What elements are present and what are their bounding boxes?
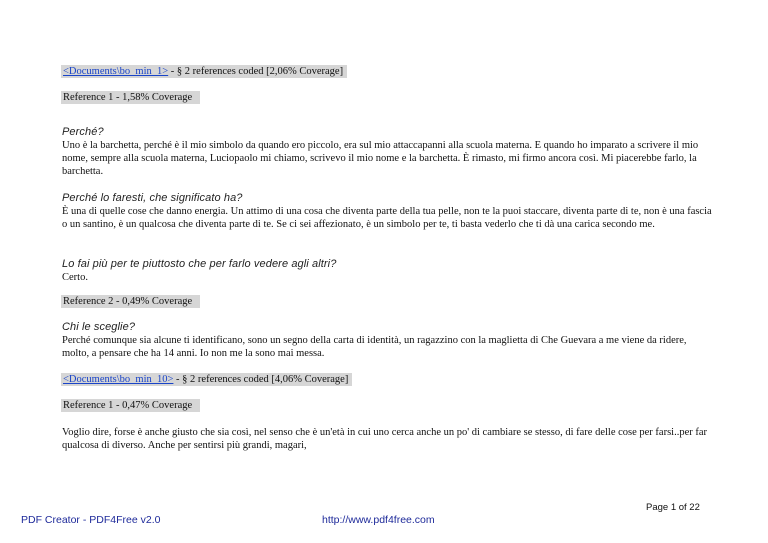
reference-label: Reference 1 - 1,58% Coverage bbox=[61, 91, 200, 104]
interview-question: Perché lo faresti, che significato ha? bbox=[62, 192, 243, 204]
source-summary: - § 2 references coded [4,06% Coverage] bbox=[173, 374, 349, 385]
source-summary: - § 2 references coded [2,06% Coverage] bbox=[168, 66, 344, 77]
interview-answer: Voglio dire, forse è anche giusto che sia così, nel senso che è un'età in cui uno cerca anche un po' di cambiare se stesso, di fare delle cose per farsi..per far qualcosa di diverso. Anche per sentirsi più grandi, magari, bbox=[62, 427, 708, 451]
interview-question: Perché? bbox=[62, 126, 104, 138]
reference-label: Reference 1 - 0,47% Coverage bbox=[61, 399, 200, 412]
interview-answer: È una di quelle cose che danno energia. Un attimo di una cosa che diventa parte della tua pelle, non te la puoi staccare, diventa parte di te, non è una fascia o un santino, è un qualcosa che diventa parte di te. Se ci sei affezionato, è un simbolo per te, ti basta vederlo che ti dà una carica secondo me. bbox=[62, 206, 712, 230]
pdf-creator-label: PDF Creator - PDF4Free v2.0 bbox=[21, 514, 161, 526]
interview-answer: Perché comunque sia alcune ti identificano, sono un segno della carta di identità, un ragazzino con la maglietta di Che Guevara a me viene da ridere, molto, a pensare che ha 14 anni. Io non me la sono mai messa. bbox=[62, 335, 687, 359]
interview-question: Chi le sceglie? bbox=[62, 321, 136, 333]
footer-url-link[interactable]: http://www.pdf4free.com bbox=[322, 514, 435, 526]
document-link[interactable]: <Documents\bo_min_10> bbox=[63, 374, 174, 385]
reference-label: Reference 2 - 0,49% Coverage bbox=[61, 295, 200, 308]
document-link[interactable]: <Documents\bo_min_1> bbox=[63, 66, 169, 77]
source-header bbox=[61, 373, 352, 386]
interview-answer: Certo. bbox=[62, 272, 88, 283]
page-number: Page 1 of 22 bbox=[646, 502, 700, 513]
source-header bbox=[61, 65, 347, 78]
interview-answer: Uno è la barchetta, perché è il mio simbolo da quando ero piccolo, era sul mio attaccapanni alla scuola materna. E quando ho imparato a scrivere il mio nome, sempre alla scuola materna, Luciopaolo mi chiamo, scrivevo il mio nome e la barchetta. È rimasto, mi firmo ancora così. Mi piacerebbe farlo, la barchetta. bbox=[62, 140, 699, 177]
interview-question: Lo fai più per te piuttosto che per farlo vedere agli altri? bbox=[62, 258, 337, 270]
